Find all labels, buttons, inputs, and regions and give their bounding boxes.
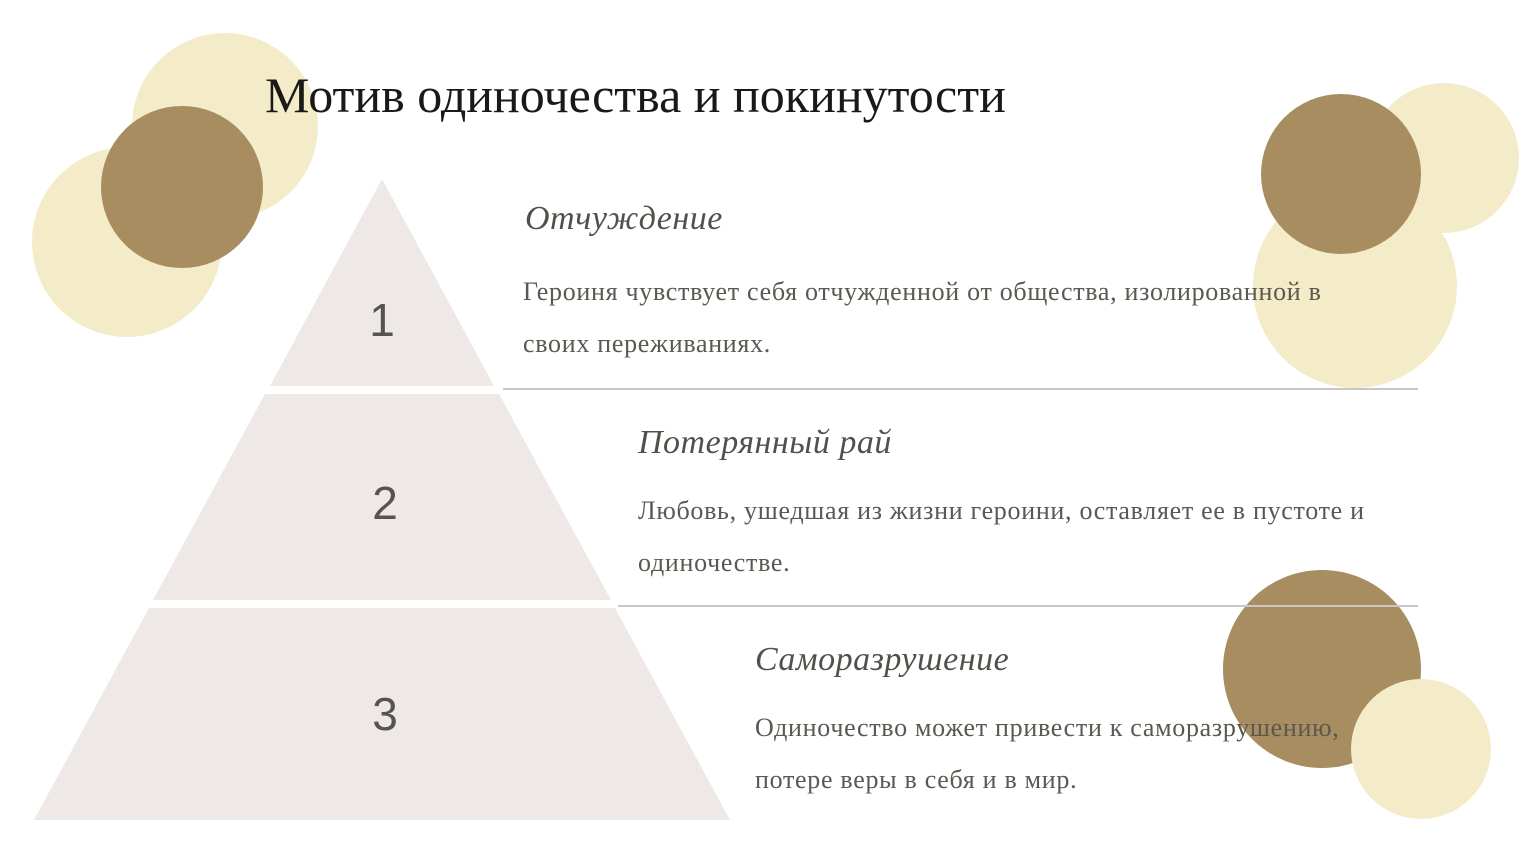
section-3-heading: Саморазрушение (755, 641, 1010, 678)
pyramid-tier-1 (270, 179, 494, 386)
pyramid-level-number-2: 2 (372, 477, 398, 529)
section-3-body-line-1: Одиночество может привести к саморазрушению, (755, 713, 1340, 742)
section-3-body (755, 702, 1339, 806)
section-1-heading: Отчуждение (525, 200, 723, 237)
section-2-body (638, 485, 1365, 589)
pyramid-level-number-1: 1 (369, 294, 395, 346)
slide-title: Мотив одиночества и покинутости (265, 67, 1006, 123)
section-divider-1 (503, 388, 1418, 390)
section-1-body-line-2: своих переживаниях. (523, 329, 771, 358)
decor-circle-top-right-brown (1261, 94, 1421, 254)
section-2-body-line-1: Любовь, ушедшая из жизни героини, оставляет ее в пустоте и (638, 496, 1365, 525)
pyramid-level-number-3: 3 (372, 688, 398, 740)
section-divider-2 (618, 605, 1418, 607)
section-1-body-line-1: Героиня чувствует себя отчужденной от общества, изолированной в (523, 277, 1322, 306)
section-3-body-line-2: потере веры в себя и в мир. (755, 765, 1078, 794)
section-2-heading: Потерянный рай (638, 424, 892, 461)
decor-circle-top-left-brown (101, 106, 263, 268)
section-1-body (523, 266, 1322, 370)
section-2-body-line-2: одиночестве. (638, 548, 791, 577)
decor-circle-bottom-right-cream (1351, 679, 1491, 819)
